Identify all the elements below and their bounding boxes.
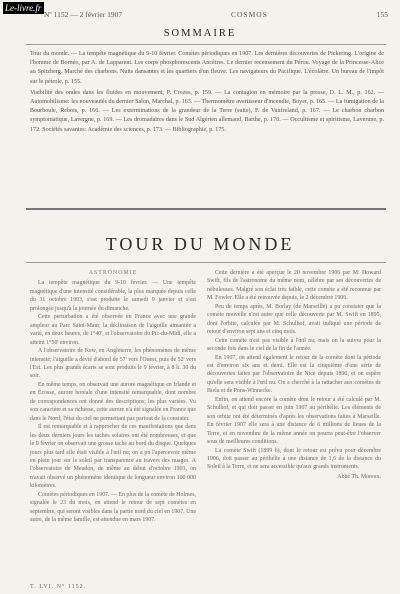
body-paragraph: Cette comète n'est pas visible à l'œil nu; mais on la suivra pour la seconde fois dans le ciel de la fin de l'année.: [207, 337, 381, 353]
body-paragraph: Cette perturbation a été observée en France avec une grande ampleur au Parc Saint-Maur, la déclinaison de l'aiguille aimantée a varié, en deux heures, de 1°40', et l'observatoire du Pic-du-Midi, elle a atteint 1°50' environ.: [30, 314, 196, 346]
running-head: [44, 10, 388, 19]
body-paragraph: En 1907, on attend également le retour de la comète dont la période est d'environ six ans et demi. Elle est la cinquième d'une série de découvertes faites par l'observatoire de Nice depuis 1896, et on espère qu'elle sera visible à l'œil nu. On a cherché à la rattacher aux comètes de Biela et de Pons-Winnecke.: [207, 354, 381, 395]
section-bottom-rule: [26, 262, 386, 263]
body-paragraph: Il est remarquable et à rapprocher de ces manifestations que dans les deux derniers jours les taches solaires ont été nombreuses, et que le 9 février on observait une grosse tache au bord du disque. Quelques jours plus tard elle était visible à l'œil nu; on a pu l'apercevoir même en plein jour sur le soleil par transparence au travers des nuages. A l'observatoire de Meudon, de même au début d'octobre 1903, on n'avait observé un phénomène identique de longueur environ 100 000 kilomètres.: [30, 424, 196, 490]
summary-block: [30, 50, 384, 137]
summary-top-rule: [26, 44, 386, 45]
body-paragraph: La comète Swift (1899 b), dont le retour est prévu pour décembre 1906, doit passer au périhélie à une distance de 1,6 de la distance du Soleil à la Terre, et ne sera accessible qu'aux grands instruments.: [207, 447, 381, 471]
sommaire-heading: SOMMAIRE: [163, 28, 237, 39]
left-column: [30, 269, 196, 525]
page-footer: T. LVI. N° 1152.: [30, 584, 87, 590]
body-paragraph: La tempête magnétique du 9-10 février. — Une tempête magnétique d'une intensité considérable, la plus marquée depuis celle du 31 octobre 1903, s'est produite le samedi 9 janvier et s'est prolongée jusqu'à la journée du dimanche.: [30, 280, 196, 312]
body-paragraph: Cette dernière a été aperçue le 20 novembre 1906 par M. Howard Swift, fils de l'astronome du même nom, célèbre par ses découvertes de nébuleuses. Malgré son éclat très faible, cette comète a été reconnue par M. Fowler. Elle a été retrouvée depuis, le 2 décembre 1906.: [207, 270, 381, 302]
section-title: TOUR DU MONDE: [105, 234, 295, 254]
issue-number: Nº 1152 — 2 février 1907: [44, 10, 123, 19]
page-number: 155: [376, 10, 388, 19]
watermark-logo: Le-livre.fr: [3, 2, 44, 14]
body-paragraph: En même temps, on observait une aurore magnétique en Irlande et en Écosse, aurore boréale d'une intensité remarquable, dont nombre de correspondances ont donné des descriptions; les plus variées. Vu son caractère et sa richesse, cette aurore n'a été signalée en France que dans le Nord; l'état du ciel ne permettant pas partout de la constater.: [30, 381, 196, 422]
summary-paragraph: Visibilité des ondes dans les fluides en mouvement, P. Crozes, p. 159. — La contagion en mémoire par la presse, D. L. M., p. 162. — Automobilisme: les nouveautés du dernier Salon, Marchal, p. 163. — Thermomètre avertisseur d'incendie, Boyer, p. 165. — La fumigation de la Bourboule, Rebois, p. 166. — Les exterminations de la grandeur de la Terre (suite), F. de Vaufreland, p. 167. — Le charbon charbon symptomatique, Lavergne, p. 169. — Les dromadaires dans le Sud Algérien allemand, Barthe, p. 170. — Occultisme et spiritisme, Laverune, p. 172. Sociétés savantes: Académie des sciences, p. 173. — Bibliographie, p. 175.: [30, 89, 384, 133]
column-subhead: ASTRONOMIE: [88, 270, 138, 276]
body-paragraph: Peu de temps après, M. Borlay (de Marseille) a pu constater que la comète nouvelle n'est autre que celle découverte par M. Swift en 1895, dont l'orbite, calculée par M. Schulhof, avait indiqué une période de retour d'environ sept ans et cinq mois.: [207, 303, 381, 336]
body-paragraph: A l'observatoire de Kew, en Angleterre, les phénomènes de même intensité; l'aiguille a dévié d'abord de 57' vers l'Ouest, puis de 52' vers l'Est. Les plus grands écarts se sont produits le 9 février, à 8 h. 30 du soir.: [30, 348, 196, 380]
section-top-rule: [26, 208, 386, 210]
summary-paragraph: Tour du monde. — La tempête magnétique du 9-10 février. Comètes périodiques en 1907. Les dernières découvertes de Pickering. L'origine de l'homme de Bornéo, par A. de Lapparent. Les corps phosphorescents Ancêtres. Le dernier recensement du Pérou. Voyage de la Princesse-Alice au Spitzberg. Marché des charbons. Nuits dansantes et les quartiers d'un fleuve. Les navigateurs du Pacifique. L'écolâtre. Un bureau de l'impôt sur le pétrole, p. 155.: [30, 51, 384, 85]
journal-title: COSMOS: [230, 10, 268, 19]
author-signature: Abbé Th. Moreux.: [337, 473, 381, 480]
right-column: [207, 269, 381, 481]
body-paragraph: Comètes périodiques en 1907. — En plus de la comète de Holmes, signalée le 23 du mois, on attend le retour de sept comètes en septembre, qui seront visibles dans la partie nord du ciel en 1907. Une autre, de la même famille, est attendue en mars 1907.: [30, 491, 196, 524]
body-paragraph: Enfin, on attend encore la comète dont le retour a été calculé par M. Schulhof, et qui doit passer en juin 1907 au périhélie. Les éléments de son orbite ont été déterminés d'après les observations faites à Marseille. En février 1907 elle sera à une distance de 6 millions de lieues de la Terre, et en novembre de la même année on pourra peut-être l'observer sous de meilleures conditions.: [207, 396, 381, 446]
